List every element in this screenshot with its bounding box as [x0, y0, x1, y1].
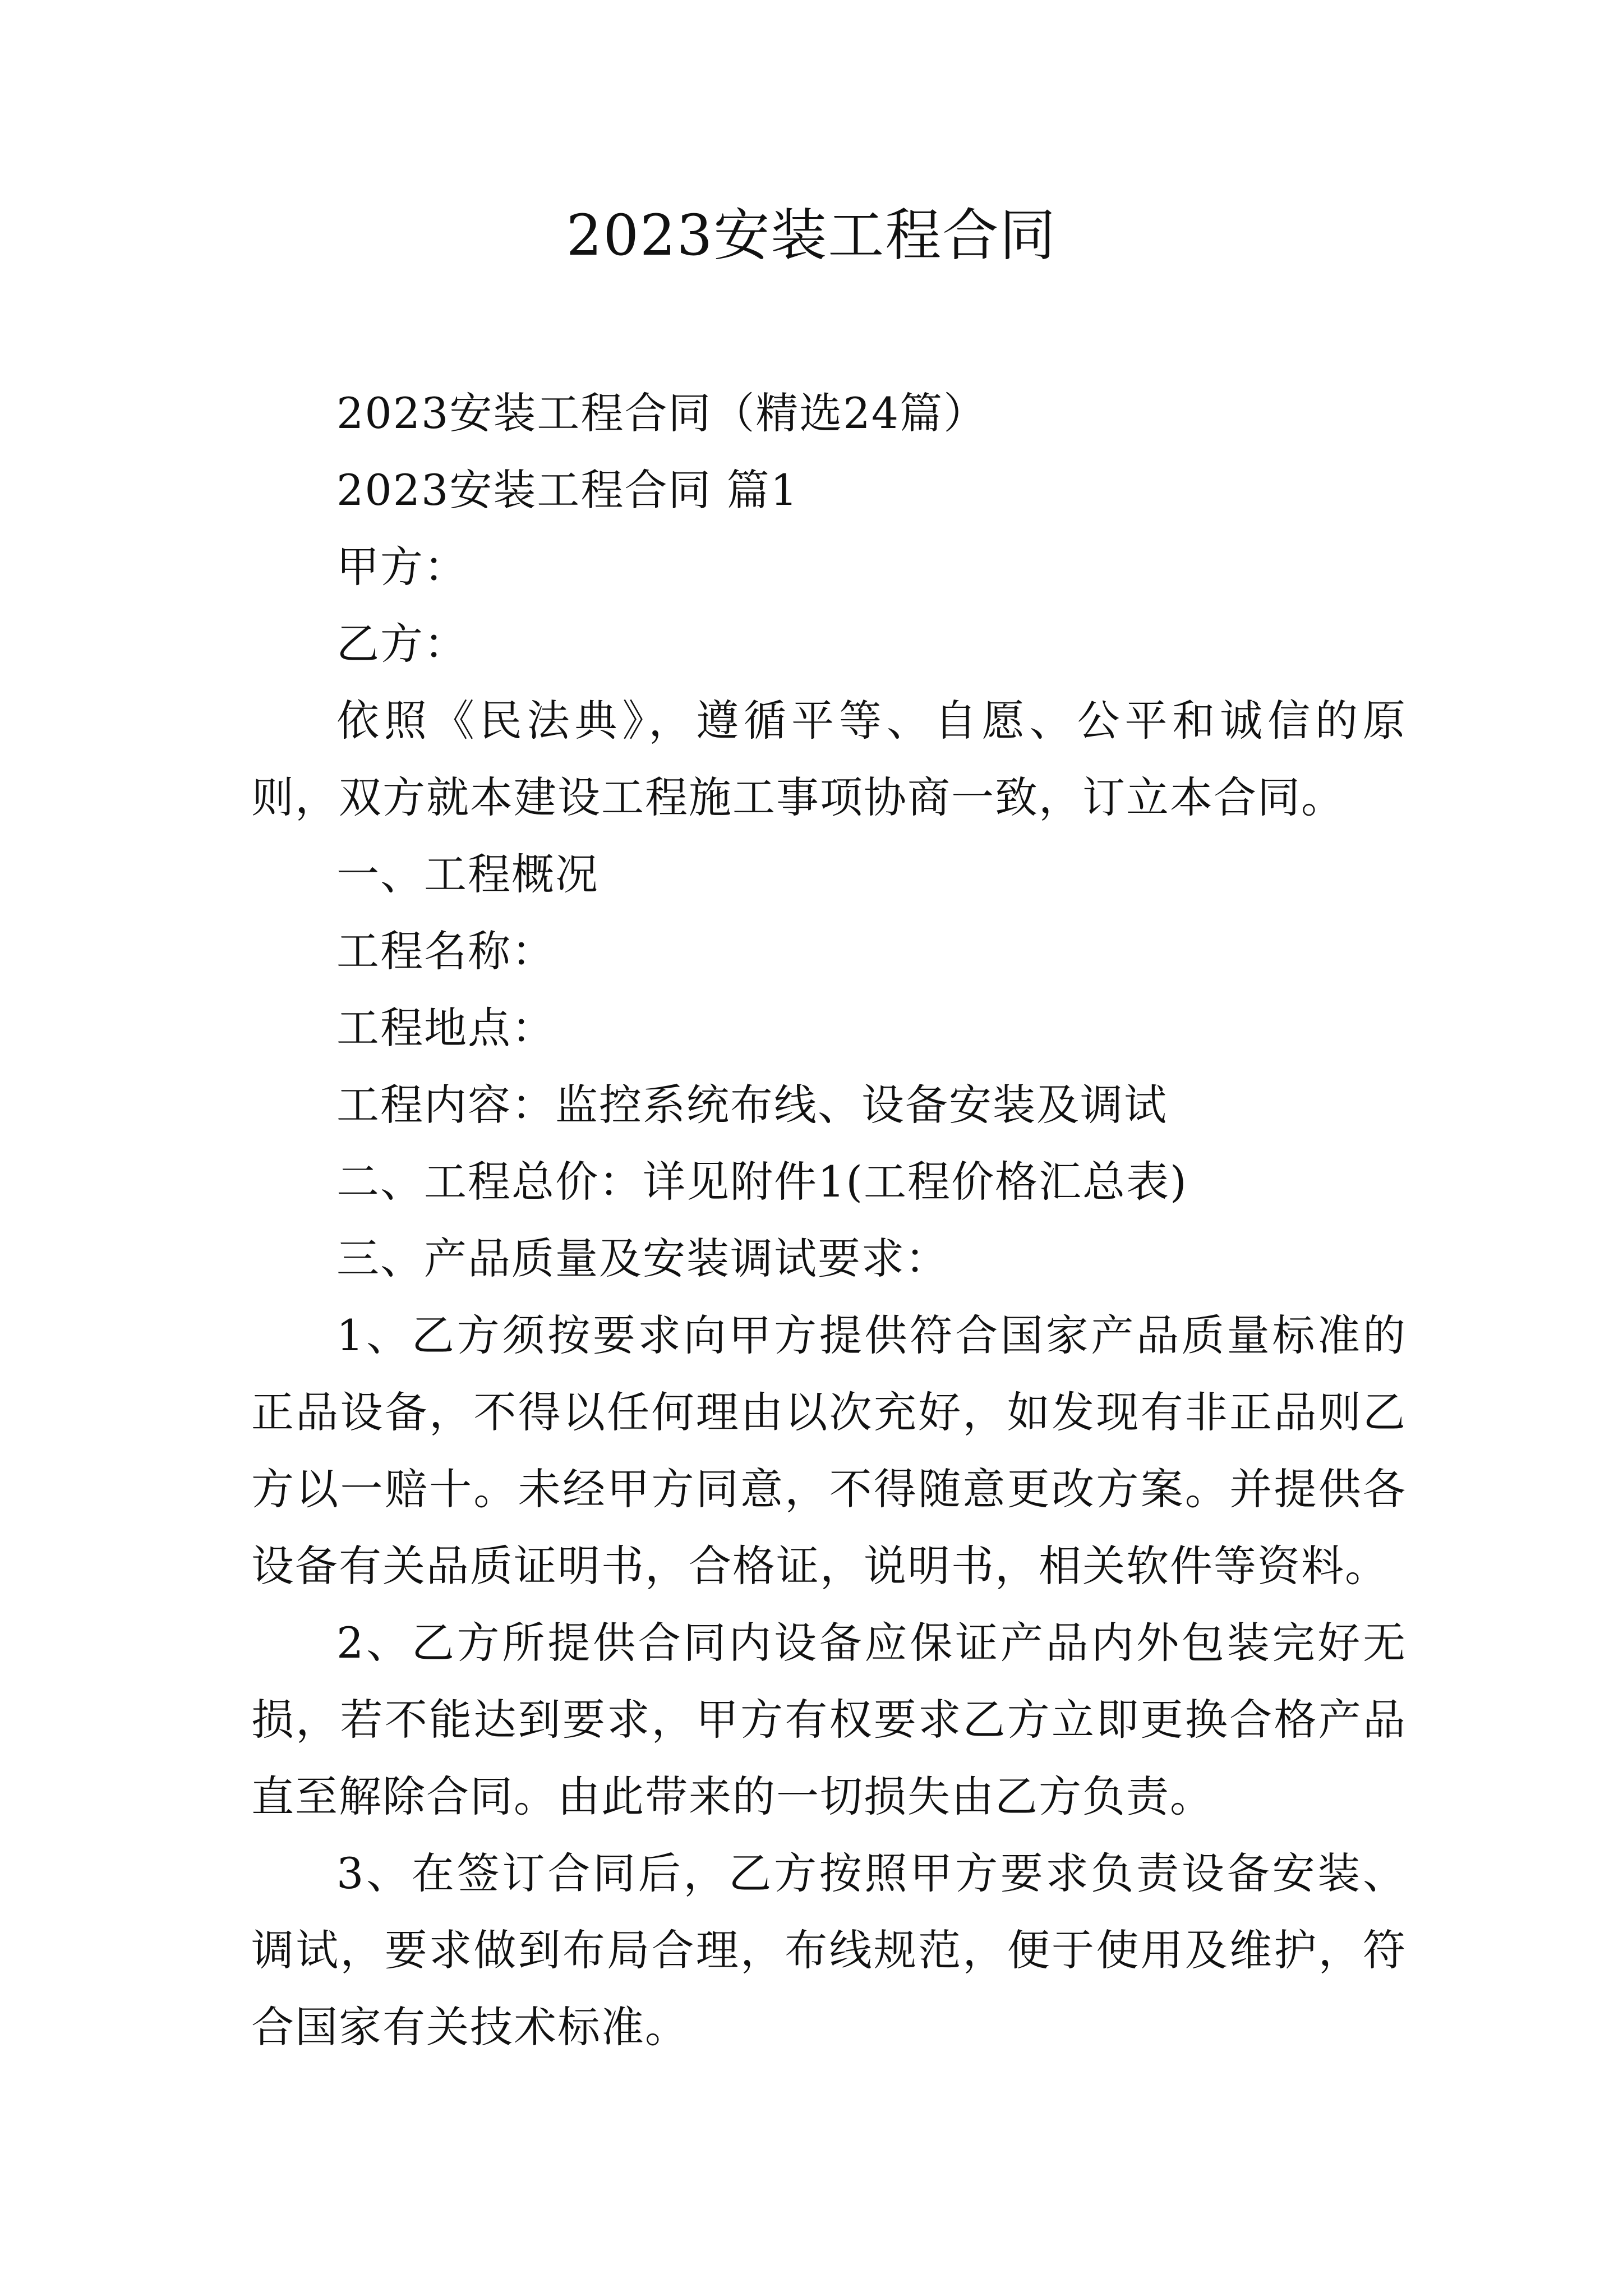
- document-body: [251, 375, 1407, 2065]
- paragraph-project-location: 工程地点：: [336, 1003, 555, 1053]
- paragraph-item-3: 3、在签订合同后，乙方按照甲方要求负责设备安装、调试，要求做到布局合理，布线规范，便于使用及维护，符合国家有关技术标准。: [251, 1848, 1407, 2052]
- document-title: 2023安装工程合同: [566, 203, 1057, 268]
- paragraph-item-1: 1、乙方须按要求向甲方提供符合国家产品质量标准的正品设备，不得以任何理由以次充好，如发现有非正品则乙方以一赔十。未经甲方同意，不得随意更改方案。并提供各设备有关品质证明书，合格证，说明书，相关软件等资料。: [251, 1310, 1407, 1591]
- paragraph-party-a: 甲方：: [336, 542, 468, 592]
- paragraph-preamble: 依照《民法典》，遵循平等、自愿、公平和诚信的原则，双方就本建设工程施工事项协商一致，订立本合同。: [251, 696, 1407, 822]
- paragraph-clause-heading-1: 一、工程概况: [336, 849, 599, 899]
- paragraph-clause-heading-2: 二、工程总价：详见附件1(工程价格汇总表): [336, 1157, 1188, 1207]
- paragraph-project-content: 工程内容：监控系统布线、设备安装及调试: [336, 1080, 1168, 1130]
- paragraph-party-b: 乙方：: [336, 619, 468, 669]
- paragraph-subtitle: 2023安装工程合同（精选24篇）: [336, 388, 988, 438]
- paragraph-clause-heading-3: 三、产品质量及安装调试要求：: [336, 1234, 949, 1283]
- paragraph-project-name: 工程名称：: [336, 926, 555, 976]
- paragraph-item-2: 2、乙方所提供合同内设备应保证产品内外包装完好无损，若不能达到要求，甲方有权要求乙方立即更换合格产品直至解除合同。由此带来的一切损失由乙方负责。: [251, 1618, 1407, 1821]
- paragraph-section-heading: 2023安装工程合同 篇1: [336, 465, 799, 515]
